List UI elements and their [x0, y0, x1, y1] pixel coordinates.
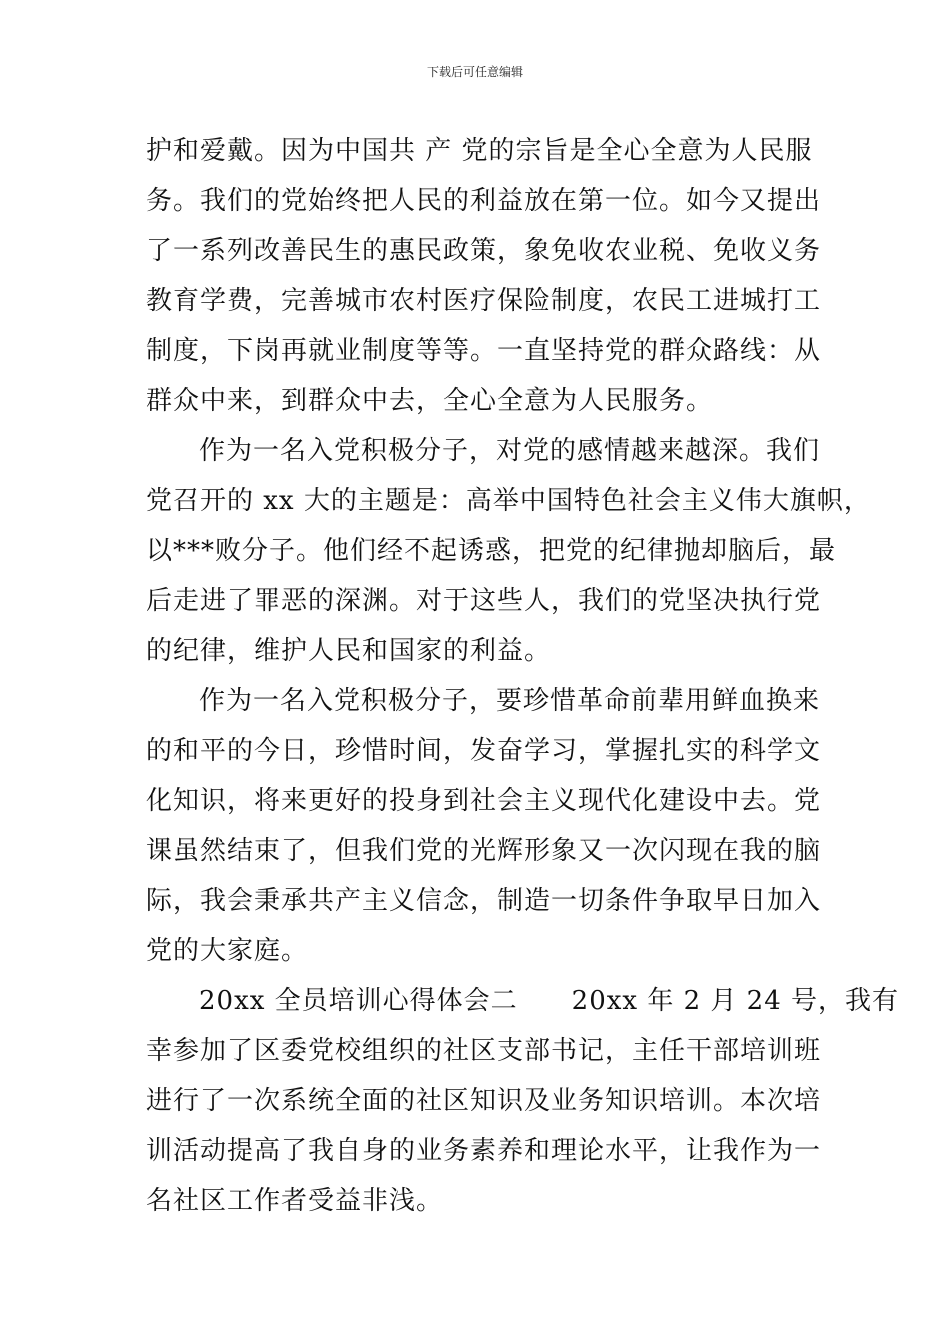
paragraph-first-line: 20xx 全员培训心得体会二 20xx 年 2 月 24 号，我有: [199, 986, 900, 1016]
text-line: 际，我会秉承共产主义信念，制造一切条件争取早日加入: [146, 886, 822, 916]
body-text: [146, 126, 900, 1226]
paragraph-first-line: 作为一名入党积极分子，对党的感情越来越深。我们: [199, 436, 821, 466]
paragraph-first-line: 作为一名入党积极分子，要珍惜革命前辈用鲜血换来: [199, 686, 821, 716]
text-line: 务。我们的党始终把人民的利益放在第一位。如今又提出: [146, 186, 822, 216]
text-line: 党的大家庭。: [146, 936, 309, 966]
text-line: 党召开的 xx 大的主题是：高举中国特色社会主义伟大旗帜，: [146, 486, 871, 516]
text-line: 了一系列改善民生的惠民政策，象免收农业税、免收义务: [146, 236, 822, 266]
text-line: 课虽然结束了，但我们党的光辉形象又一次闪现在我的脑: [146, 836, 822, 866]
text-line: 制度，下岗再就业制度等等。一直坚持党的群众路线：从: [146, 336, 822, 366]
text-line: 幸参加了区委党校组织的社区支部书记，主任干部培训班: [146, 1036, 822, 1066]
text-line: 护和爱戴。因为中国共 产 党的宗旨是全心全意为人民服: [146, 136, 813, 166]
text-line: 化知识，将来更好的投身到社会主义现代化建设中去。党: [146, 786, 822, 816]
text-line: 后走进了罪恶的深渊。对于这些人，我们的党坚决执行党: [146, 586, 822, 616]
text-line: 进行了一次系统全面的社区知识及业务知识培训。本次培: [146, 1086, 822, 1116]
text-line: 以***败分子。他们经不起诱惑，把党的纪律抛却脑后，最: [146, 536, 837, 566]
text-line: 训活动提高了我自身的业务素养和理论水平，让我作为一: [146, 1136, 822, 1166]
page-header: 下载后可任意编辑: [426, 65, 523, 79]
text-line: 的和平的今日，珍惜时间，发奋学习，掌握扎实的科学文: [146, 736, 822, 766]
text-line: 教育学费，完善城市农村医疗保险制度，农民工进城打工: [146, 286, 822, 316]
text-line: 群众中来，到群众中去，全心全意为人民服务。: [146, 386, 714, 416]
text-line: 名社区工作者受益非浅。: [146, 1186, 444, 1216]
text-line: 的纪律，维护人民和国家的利益。: [146, 636, 552, 666]
